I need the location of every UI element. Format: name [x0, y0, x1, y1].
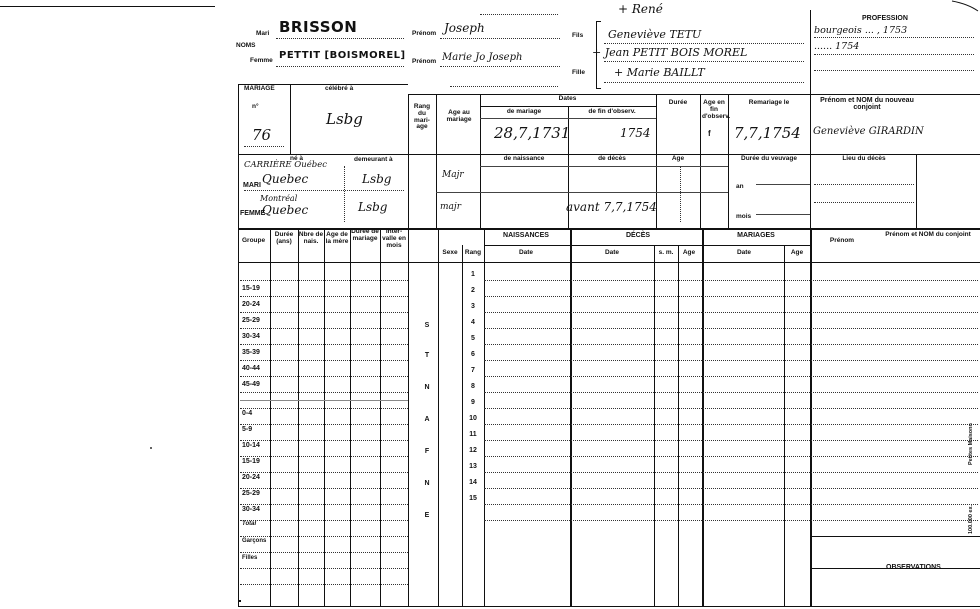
- remariage-label: Remariage le: [748, 99, 790, 106]
- col-2: [298, 228, 299, 606]
- col-12: [678, 245, 679, 606]
- profession-label: PROFESSION: [862, 15, 908, 22]
- left-border: [238, 84, 239, 228]
- enfants-letter: T: [424, 352, 430, 359]
- age-mere-header: Age de la mère: [325, 231, 349, 245]
- fils-line-3-rule: [604, 61, 804, 62]
- group-label: 20-24: [242, 474, 260, 481]
- group-label: 40-44: [242, 365, 260, 372]
- rank-number: 11: [469, 431, 477, 438]
- mari-dem-value: Lsbg: [362, 172, 392, 186]
- col-8: [462, 245, 463, 606]
- mois-label: mois: [736, 213, 752, 220]
- enfants-letter: F: [424, 448, 430, 455]
- deces-label: de décès: [598, 155, 626, 162]
- femme-dem-value: Lsbg: [358, 200, 388, 214]
- mari-row-label: MARI: [243, 182, 261, 189]
- enfants-letter: S: [424, 322, 430, 329]
- rank-number: 5: [471, 335, 475, 342]
- mariage-label: MARIAGE: [244, 85, 275, 92]
- publisher-text: Petites Maisonn: [968, 423, 974, 465]
- corner-mark: [950, 0, 980, 12]
- profession-line-1: bourgeois ... , 1753: [814, 25, 908, 36]
- f-mark: f: [708, 129, 711, 138]
- mariage-lieu-value: Lsbg: [326, 110, 363, 128]
- col-4: [350, 228, 351, 606]
- group-label: 30-34: [242, 506, 260, 513]
- ne-a-label: né à: [290, 155, 304, 162]
- fille-line-1-rule: [604, 82, 804, 83]
- enfants-letter: N: [424, 384, 430, 391]
- conjoint-left-border: [810, 94, 811, 228]
- group-label: 15-19: [242, 285, 260, 292]
- mar-age-header: Age: [790, 249, 804, 256]
- group-label: 20-24: [242, 301, 260, 308]
- mari-ne-value: Quebec: [262, 172, 309, 186]
- date-fin-value: 1754: [620, 126, 651, 140]
- conjoint-value: Geneviève GIRARDIN: [813, 126, 924, 137]
- deces-date-header: Date: [604, 249, 620, 256]
- mari-age-value: Majr: [442, 170, 464, 180]
- group-label: 15-19: [242, 458, 260, 465]
- remariage-value: 7,7,1754: [734, 124, 801, 142]
- groupe-header: Groupe: [242, 237, 266, 244]
- col-11: [654, 245, 655, 606]
- lieu-rule-2: [814, 202, 914, 203]
- duree-mariage-header: Durée de mariage: [351, 228, 379, 242]
- col-10: [570, 228, 572, 606]
- margin-rule: [0, 6, 215, 7]
- garcons-label: Garçons: [242, 538, 267, 544]
- col-3: [324, 228, 325, 606]
- profession-border: [810, 10, 811, 94]
- deces-sub-border: [480, 166, 728, 167]
- nais-date-header: Date: [518, 249, 534, 256]
- age-col-label: Age: [671, 155, 685, 162]
- prenom-label-2: Prénom: [412, 58, 437, 65]
- mois-rule: [756, 214, 810, 215]
- naissances-header: NAISSANCES: [503, 232, 549, 239]
- enfants-letter: A: [424, 416, 430, 423]
- naissance-label: de naissance: [503, 155, 545, 162]
- duree-ans-header: Durée (ans): [274, 231, 294, 245]
- fils-line-2-rule: [604, 43, 804, 44]
- speck: [150, 447, 152, 449]
- dates-top-border: [408, 94, 980, 95]
- lieu-deces-right-border: [916, 154, 917, 228]
- intervalle-header: Inter-valle en mois: [382, 228, 406, 249]
- col-6: [408, 228, 409, 606]
- mariages-header: MARIAGES: [737, 232, 775, 239]
- fille-line-1: + Marie BAILLT: [614, 66, 705, 79]
- group-label: 25-29: [242, 317, 260, 324]
- celebre-label: célébré à: [325, 85, 354, 92]
- ne-dem-divider: [344, 166, 345, 222]
- fils-label: Fils: [572, 32, 584, 39]
- prenom-header: Prénom: [829, 237, 855, 244]
- col-14: [784, 245, 785, 606]
- group-label: 35-39: [242, 349, 260, 356]
- demeurant-label: demeurant à: [354, 156, 393, 163]
- fils-line-1: + René: [618, 2, 663, 16]
- femme-prenom: Marie Jo Joseph: [442, 52, 523, 63]
- mari-name: BRISSON: [279, 18, 358, 36]
- rank-number: 10: [469, 415, 477, 422]
- group-label: 10-14: [242, 442, 260, 449]
- femme-age-value: majr: [440, 202, 461, 212]
- rank-number: 6: [471, 351, 475, 358]
- enfants-letter: E: [424, 512, 430, 519]
- fin-observ-label: de fin d'observ.: [588, 108, 636, 115]
- mari-row-rule: [244, 190, 404, 191]
- col-15: [810, 228, 812, 606]
- no-rule: [244, 146, 284, 147]
- rank-number: 2: [471, 287, 475, 294]
- deces-header: DÉCÈS: [625, 232, 651, 239]
- col-5: [380, 228, 381, 606]
- rank-number: 14: [469, 479, 477, 486]
- table-left-border: [238, 228, 239, 606]
- rank-number: 15: [469, 495, 477, 502]
- mariage-divider: [290, 84, 291, 154]
- profession-line-2: ...... 1754: [814, 41, 860, 52]
- rank-number: 9: [471, 399, 475, 406]
- no-label: n°: [252, 103, 259, 110]
- mari-ne-note: CARRIÈRE Ouébec: [244, 160, 328, 170]
- total-label: Total: [242, 521, 257, 527]
- mari-name-line: [276, 38, 404, 39]
- rank-number: 12: [469, 447, 477, 454]
- duree-label: Durée: [668, 99, 688, 106]
- speck: [239, 600, 241, 602]
- observations-label: OBSERVATIONS: [886, 564, 941, 571]
- col-1: [270, 228, 271, 606]
- an-label: an: [736, 183, 744, 190]
- duree-veuvage-label: Durée du veuvage: [741, 155, 797, 162]
- mari-prenom-line: [440, 38, 560, 39]
- lieu-rule-1: [814, 184, 914, 185]
- sexe-header: Sexe: [442, 249, 458, 256]
- femme-prenom-line: [440, 66, 560, 67]
- prenom-label-1: Prénom: [412, 30, 437, 37]
- prenom-nom-label: Prénom et NOM du nouveau conjoint: [820, 97, 914, 112]
- prenom-top-line: [480, 14, 558, 15]
- filles-label: Filles: [242, 555, 258, 561]
- femme-row-label: FEMME: [240, 210, 266, 217]
- mar-date-header: Date: [736, 249, 752, 256]
- rang-left-border: [408, 94, 409, 228]
- rank-number: 4: [471, 319, 475, 326]
- prenom-nom-conjoint-header: Prénom et NOM du conjoint: [885, 231, 971, 238]
- col-7: [438, 228, 439, 606]
- fils-line-2: Geneviève TETU: [608, 28, 702, 41]
- dates-label: Dates: [558, 95, 577, 102]
- sm-header: s. m.: [658, 249, 674, 256]
- sub-header-rule: [484, 245, 810, 246]
- group-label: 45-49: [242, 381, 260, 388]
- femme-name: PETTIT [BOISMOREL]: [279, 50, 406, 61]
- de-mariage-label: de mariage: [506, 108, 542, 115]
- mariage-no-value: 76: [252, 126, 272, 144]
- header-bottom-border: [238, 262, 980, 263]
- group-label: 30-34: [242, 333, 260, 340]
- rang-header: Rang: [464, 249, 482, 256]
- group-label: 5-9: [242, 426, 253, 433]
- table-bottom-border: [238, 606, 980, 607]
- mari-prenom: Joseph: [444, 21, 485, 35]
- femme-ne-value: Quebec: [262, 203, 309, 217]
- col-9: [484, 228, 485, 606]
- deces-age-header: Age: [682, 249, 696, 256]
- rank-number: 1: [471, 271, 475, 278]
- profession-rule-2: [814, 54, 974, 55]
- an-rule: [756, 184, 810, 185]
- rang-mariage-label: Rang du mari- age: [413, 103, 431, 131]
- age-fin-label: Age en fin d'observ.: [702, 99, 731, 120]
- noms-label: NOMS: [236, 42, 256, 49]
- rank-number: 7: [471, 367, 475, 374]
- group-label: 0-4: [242, 410, 253, 417]
- group-label: 25-29: [242, 490, 260, 497]
- femme-label: Femme: [250, 57, 273, 64]
- dates-sub-border-2: [480, 118, 656, 119]
- rank-number: 8: [471, 383, 475, 390]
- profession-rule-1: [814, 37, 974, 38]
- age-dotted: [680, 166, 681, 222]
- enfants-letter: N: [424, 480, 430, 487]
- agefin-left-border: [700, 94, 701, 228]
- age-mariage-label: Age au mariage: [446, 109, 472, 123]
- femme-deces-value: avant 7,7,1754: [566, 200, 657, 214]
- femme-ne-note: Montréal: [260, 194, 298, 203]
- mari-label: Mari: [256, 30, 270, 37]
- lieu-deces-label: Lieu du décès: [842, 155, 886, 162]
- age-left-border: [436, 94, 437, 228]
- print-run-text: 100.000 ex.: [968, 504, 974, 534]
- prenom-bottom-line: [450, 86, 558, 87]
- fille-label: Fille: [572, 69, 586, 76]
- profession-rule-3: [814, 70, 974, 71]
- col-13: [702, 228, 704, 606]
- date-mariage-value: 28,7,1731: [494, 124, 571, 142]
- rank-number: 13: [469, 463, 477, 470]
- femme-name-line: [276, 66, 404, 67]
- nbre-nais-header: Nbre de nais.: [298, 231, 324, 245]
- rank-number: 3: [471, 303, 475, 310]
- mari-femme-divider: [436, 192, 728, 193]
- fils-line-3: + Jean PETIT BOIS MOREL: [592, 46, 748, 59]
